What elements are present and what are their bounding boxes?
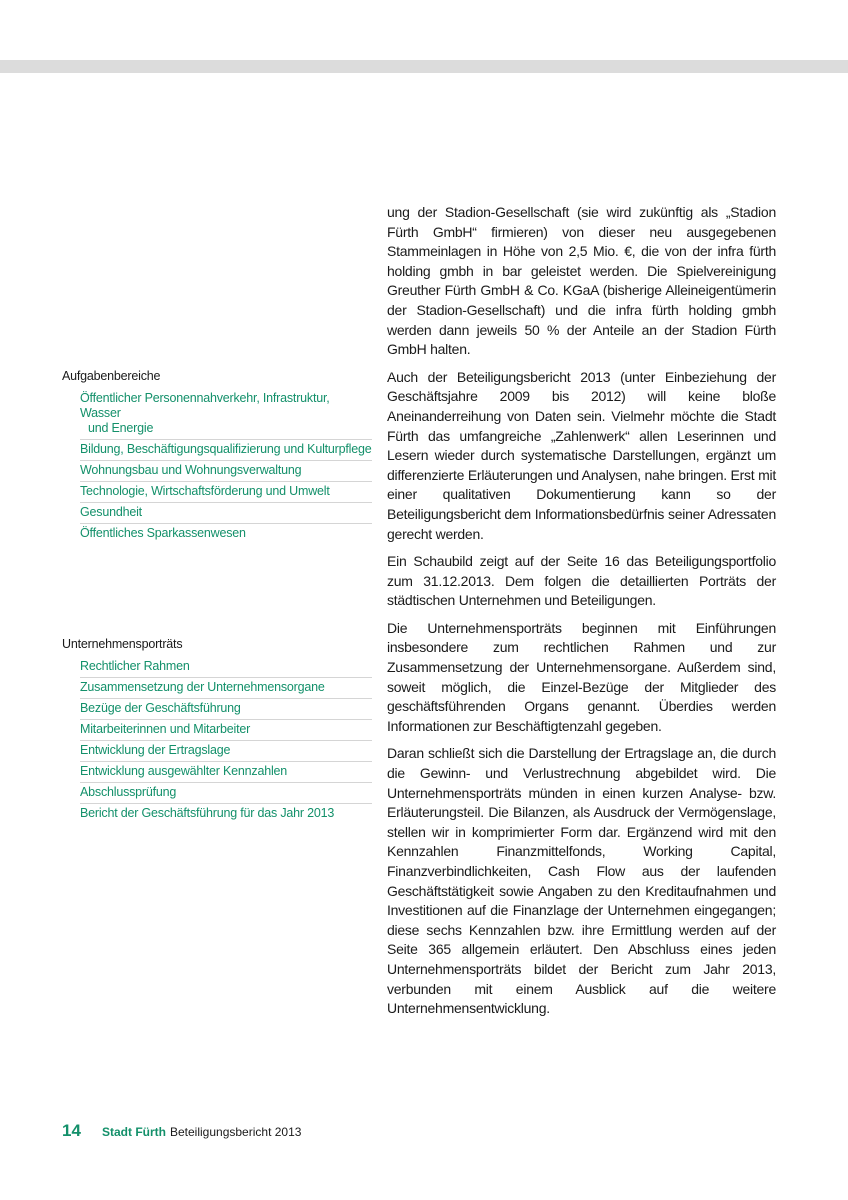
list-item-line: und Energie <box>88 421 154 435</box>
list-item: Öffentliches Sparkassenwesen <box>80 526 246 540</box>
list-item: Bericht der Geschäftsführung für das Jahr 2013 <box>80 806 335 820</box>
list-item: Mitarbeiterinnen und Mitarbeiter <box>80 720 372 741</box>
list-item: Abschlussprüfung <box>80 783 372 804</box>
list-item-line: Öffentlicher Personennahverkehr, Infrastruktur, Wasser <box>80 391 330 420</box>
list-item: Wohnungsbau und Wohnungsverwaltung <box>80 461 372 482</box>
list-item: Zusammensetzung der Unternehmensorgane <box>80 678 372 699</box>
list-item: Technologie, Wirtschaftsförderung und Umwelt <box>80 482 372 503</box>
aufgaben-list <box>80 389 372 544</box>
list-item: Entwicklung der Ertragslage <box>80 741 372 762</box>
body-text-column <box>387 203 776 1027</box>
top-gray-bar <box>0 60 848 73</box>
section-label: Aufgabenbereiche <box>62 369 161 383</box>
footer-brand: Stadt Fürth <box>102 1125 166 1139</box>
paragraph: Ein Schaubild zeigt auf der Seite 16 das Beteiligungsportfolio zum 31.12.2013. Dem folgen die detaillierten Porträts der städtischen Unternehmen und Beteiligungen. <box>387 553 776 609</box>
paragraph: Die Unternehmensporträts beginnen mit Einführungen insbesondere zum rechtlichen Rahmen und zur Zusammensetzung der Unternehmensorgane. Außerdem sind, soweit möglich, die Einzel-Bezüge der Mitglieder des geschäftsführenden Organs genannt. Überdies werden Informationen zur Beschäftigtenzahl gegeben. <box>387 619 776 734</box>
portraets-list <box>80 657 372 824</box>
aufgabenbereiche-section <box>62 369 372 544</box>
list-item <box>80 389 372 440</box>
paragraph: ung der Stadion-Gesellschaft (sie wird zukünftig als „Stadion Fürth GmbH“ firmieren) von dieser neu ausgegebenen Stammeinlagen in Höhe von 2,5 Mio. €, die von der infra fürth holding gmbh in bar geleistet werden. Die Spielvereinigung Greuther Fürth GmbH & Co. KGaA (bisherige Alleineigentümerin der Stadion-Gesellschaft) und die infra fürth holding gmbh werden dann jeweils 50 % der Anteile an der Stadion Fürth GmbH halten. <box>387 204 776 358</box>
page-number: 14 <box>62 1121 81 1140</box>
section-label: Unternehmensporträts <box>62 637 183 651</box>
unternehmensportraets-section <box>62 637 372 824</box>
paragraph: Auch der Beteiligungsbericht 2013 (unter Einbeziehung der Geschäftsjahre 2009 bis 2012) will keine bloße Aneinanderreihung von Daten sein. Vielmehr möchte die Stadt Fürth das umfangreiche „Zahlenwerk“ allen Leserinnen und Lesern wieder durch systematische Darstellungen, ergänzt um differenzierte Erläuterungen und Analysen, nahe bringen. Erst mit einer qualitativen Dokumentierung kann so der Beteiligungsbericht dem Informationsbedürfnis seiner Adressaten gerecht werden. <box>387 368 776 542</box>
list-item: Bildung, Beschäftigungsqualifizierung und Kulturpflege <box>80 440 372 461</box>
list-item: Rechtlicher Rahmen <box>80 657 372 678</box>
list-item: Entwicklung ausgewählter Kennzahlen <box>80 762 372 783</box>
list-item: Bezüge der Geschäftsführung <box>80 699 372 720</box>
list-item: Gesundheit <box>80 503 372 524</box>
page-footer <box>62 1121 301 1141</box>
paragraph: Daran schließt sich die Darstellung der Ertragslage an, die durch die Gewinn- und Verlustrechnung abgebildet wird. Die Unternehmensporträts münden in einen kurzen Analyse- bzw. Erläuterungsteil. Die Bilanzen, als Ausdruck der Vermögenslage, stellen wir in komprimierter Form dar. Ergänzend wird mit den Kennzahlen Finanzmittelfonds, Working Capital, Finanzverbindlichkeiten, Cash Flow aus der laufenden Geschäftstätigkeit sowie Angaben zu den Kreditaufnahmen und Investitionen auf die Finanzlage der Unternehmen eingegangen; diese sechs Kennzahlen bzw. ihre Ermittlung werden auf der Seite 365 allgemein erläutert. Den Abschluss eines jeden Unternehmensporträts bildet der Bericht zum Jahr 2013, verbunden mit einem Ausblick auf die weitere Unternehmensentwicklung. <box>387 745 776 1017</box>
footer-title: Beteiligungsbericht 2013 <box>170 1125 302 1139</box>
